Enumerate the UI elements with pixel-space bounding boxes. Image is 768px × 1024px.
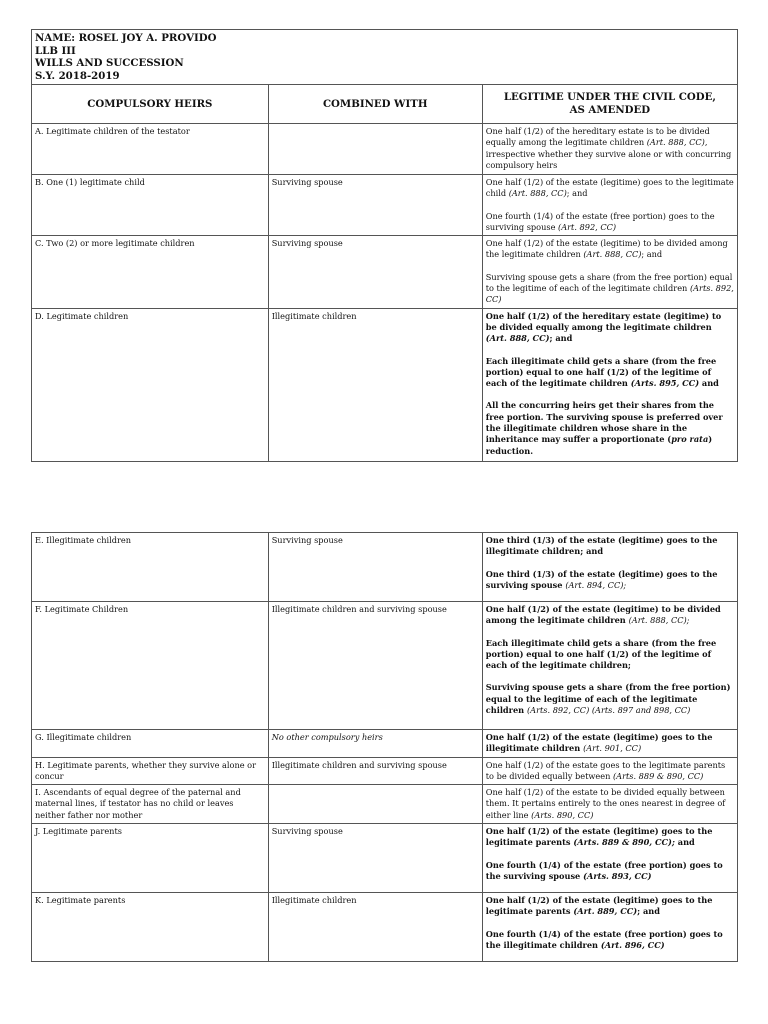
legitime-cell [482,236,737,308]
combined-with-cell [268,785,482,824]
legitime-paragraph [486,787,734,821]
legitime-text: One third (1/3) of the estate (legitime) goes to the surviving spouse [485,568,718,590]
heir-cell: A. Legitimate children of the testator [32,124,269,175]
table-body-part1 [32,124,738,462]
citation-text: (Art. 892, CC) [558,221,617,232]
legitime-text: One fourth (1/4) of the estate (free portion) goes to the surviving spouse [485,859,723,881]
course-level: LLB III [35,44,76,57]
legitime-text: One fourth (1/4) of the estate (free portion) goes to the surviving spouse [485,210,715,232]
legitime-paragraph [486,177,734,200]
legitime-text: One half (1/2) of the estate (legitime) to be divided among the legitimate children [485,238,728,260]
header-legitime-line2: AS AMENDED [569,104,651,116]
legitime-text: ; and [637,906,660,917]
legitime-paragraph [486,356,734,390]
combined-with-cell: No other compulsory heirs [268,730,482,758]
legitime-text: ; and [549,333,573,344]
column-header-row [32,85,738,124]
legitime-paragraph [486,211,734,234]
citation-text: (Art. 888, CC) [485,333,550,344]
citation-text: (Arts. 895, CC) [630,378,700,389]
legitime-text: and [674,837,695,848]
legitime-paragraph [486,929,734,952]
legitime-cell [482,785,737,824]
subject-title: WILLS AND SUCCESSION [35,57,184,69]
combined-with-cell: Surviving spouse [268,533,482,602]
legitime-text: and [699,378,719,389]
citation-text: (Art. 888, CC) [508,188,567,199]
table-row [32,308,738,461]
legitime-paragraph [486,732,734,755]
table-row [32,236,738,308]
legitime-cell [482,175,737,236]
citation-text: (Art. 901, CC) [583,743,642,754]
legitime-cell [482,124,737,175]
heir-cell: I. Ascendants of equal degree of the paternal and maternal lines, if testator has no child or leaves neither father nor mother [32,785,269,824]
legitime-text: One half (1/2) of the estate (legitime) goes to the legitimate parents [485,895,713,917]
combined-with-cell: Illegitimate children [268,893,482,962]
legitime-text: Surviving spouse gets a share (from the free portion) equal to the legitime of each of the legitimate children [485,682,731,716]
citation-text: (Art. 888, CC); [628,615,690,626]
legitime-text: ) reduction. [485,434,713,456]
citation-text: (Arts. 890, CC) [531,809,594,820]
table-row [32,824,738,893]
legitime-text: One half (1/2) of the hereditary estate (legitime) to be divided equally among the legitimate children [485,310,722,332]
legitime-text: One half (1/2) of the estate (legitime) goes to the illegitimate children [485,732,713,754]
legitime-cell [482,308,737,461]
legitime-text: All the concurring heirs get their shares from the free portion. The surviving spouse is preferred over the illegitimate children whose share in the inheritance may suffer a proportionate ( [485,400,723,445]
combined-with-cell: Surviving spouse [268,824,482,893]
table-row [32,893,738,962]
combined-with-cell: Illegitimate children and surviving spouse [268,602,482,730]
legitime-text: Each illegitimate child gets a share (from the free portion) equal to one half (1/2) of the legitime of each of the legitimate children [485,355,717,389]
citation-text: (Arts. 889 & 890, CC) [612,770,704,781]
succession-table-part1 [31,29,738,462]
legitime-text: One half (1/2) of the estate (legitime) goes to the legitimate child [485,177,734,199]
table-row [32,785,738,824]
heir-cell: E. Illegitimate children [32,533,269,602]
heir-cell: B. One (1) legitimate child [32,175,269,236]
legitime-text: Surviving spouse gets a share (from the free portion) equal to the legitime of each of the legitimate children [485,271,733,294]
document-header-row [32,30,738,85]
legitime-text: One half (1/2) of the estate (legitime) to be divided among the legitimate children [485,604,721,626]
legitime-text: One half (1/2) of the estate to be divided equally between them. It pertains entirely to the ones nearest in degree of either line [485,787,726,820]
header-compulsory-heirs: COMPULSORY HEIRS [32,85,269,124]
legitime-paragraph [486,535,734,558]
table-row [32,124,738,175]
table-row [32,730,738,758]
legitime-paragraph [486,272,734,306]
heir-cell: C. Two (2) or more legitimate children [32,236,269,308]
heir-cell: G. Illegitimate children [32,730,269,758]
legitime-cell [482,533,737,602]
legitime-text: ; and [641,249,663,260]
legitime-cell [482,824,737,893]
citation-text: (Arts. 892, CC) [485,283,734,305]
legitime-paragraph [486,638,734,672]
legitime-paragraph [486,682,734,716]
table-body-part2 [32,533,738,962]
table-row [32,757,738,785]
legitime-cell [482,730,737,758]
school-year: S.Y. 2018-2019 [35,69,120,82]
combined-with-cell: Illegitimate children and surviving spouse [268,757,482,785]
legitime-text: One half (1/2) of the hereditary estate is to be divided equally among the legitimate children [485,126,710,148]
citation-text: pro rata [671,434,709,445]
legitime-paragraph [486,238,734,261]
legitime-text: Each illegitimate child gets a share (from the free portion) equal to one half (1/2) of the legitime of each of the legitimate children; [485,637,717,671]
legitime-paragraph [486,895,734,918]
heir-cell: H. Legitimate parents, whether they survive alone or concur [32,757,269,785]
succession-table-part2 [31,532,738,962]
combined-with-cell: Surviving spouse [268,236,482,308]
legitime-cell [482,602,737,730]
citation-text: (Arts. 893, CC) [583,870,652,881]
legitime-paragraph [486,400,734,456]
legitime-paragraph [486,126,734,171]
citation-text: (Art. 894, CC); [565,579,627,590]
combined-with-cell: Surviving spouse [268,175,482,236]
table-row [32,175,738,236]
table-row [32,602,738,730]
legitime-text: One half (1/2) of the estate goes to the legitimate parents to be divided equally between [485,759,726,781]
citation-text: (Arts. 889 & 890, CC); [573,837,675,848]
legitime-text: ; and [566,188,588,199]
citation-text: (Art. 896, CC) [600,939,665,950]
heir-cell: K. Legitimate parents [32,893,269,962]
legitime-paragraph [486,826,734,849]
combined-with-cell [268,124,482,175]
legitime-text: One fourth (1/4) of the estate (free portion) goes to the illegitimate children [485,928,723,950]
heir-cell: F. Legitimate Children [32,602,269,730]
header-combined-with: COMBINED WITH [268,85,482,124]
student-name: NAME: ROSEL JOY A. PROVIDO [35,32,217,44]
legitime-paragraph [486,311,734,345]
legitime-paragraph [486,569,734,592]
legitime-paragraph [486,860,734,883]
header-legitime-line1: LEGITIME UNDER THE CIVIL CODE, [503,91,716,103]
legitime-cell [482,757,737,785]
citation-text: (Art. 888, CC) [583,249,642,260]
heir-cell: J. Legitimate parents [32,824,269,893]
legitime-text: One third (1/3) of the estate (legitime) goes to the illegitimate children; and [485,535,718,557]
table-row [32,533,738,602]
legitime-paragraph [486,604,734,627]
citation-text: (Arts. 892, CC) (Arts. 897 and 898, CC) [526,705,691,716]
legitime-paragraph [486,760,734,783]
citation-text: (Art. 889, CC) [573,906,638,917]
legitime-text: One half (1/2) of the estate (legitime) goes to the legitimate parents [485,826,713,848]
header-legitime [482,85,737,124]
citation-text: (Art. 888, CC) [646,137,705,148]
legitime-cell [482,893,737,962]
combined-with-cell: Illegitimate children [268,308,482,461]
document-header [32,30,738,85]
legitime-text: , irrespective whether they survive alone or with concurring compulsory heirs [485,137,732,170]
heir-cell: D. Legitimate children [32,308,269,461]
